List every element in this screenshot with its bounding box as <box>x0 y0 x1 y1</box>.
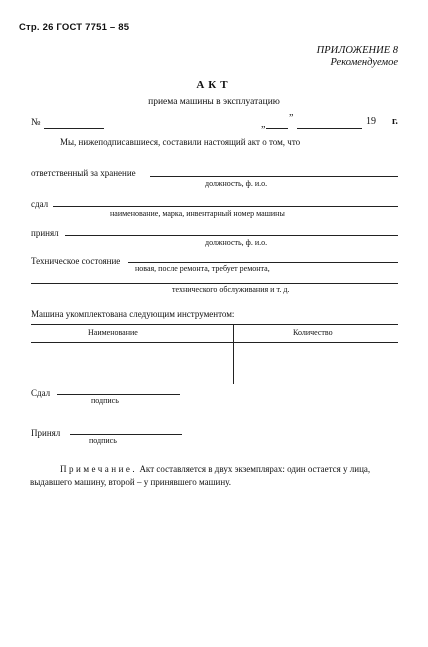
handed-signature-label: Сдал <box>31 388 51 398</box>
note-label: Примечание. <box>60 464 138 474</box>
handed-label: сдал <box>31 199 49 209</box>
column-header-quantity: Количество <box>293 328 333 337</box>
appendix-block <box>317 45 398 69</box>
table-header-border <box>31 342 398 343</box>
appendix-title: ПРИЛОЖЕНИЕ 8 <box>316 45 398 56</box>
document-title: АКТ <box>196 79 232 91</box>
condition-field[interactable] <box>128 262 398 263</box>
table-cell-name[interactable] <box>40 346 228 382</box>
page-reference: Стр. 26 ГОСТ 7751 – 85 <box>19 22 130 33</box>
handed-hint: наименование, марка, инвентарный номер машины <box>110 209 285 218</box>
quote-open: „ <box>261 119 266 130</box>
received-signature-label: Принял <box>31 428 61 438</box>
responsible-field[interactable] <box>150 176 398 177</box>
intro-text: Мы, нижеподписавшиеся, составили настоящий акт о том, что <box>60 137 301 147</box>
received-signature-field[interactable] <box>70 434 182 435</box>
appendix-status: Рекомендуемое <box>330 57 398 68</box>
note-paragraph <box>30 463 400 489</box>
column-header-name: Наименование <box>88 328 138 337</box>
condition-label: Техническое состояние <box>31 256 121 266</box>
day-field[interactable] <box>266 128 288 129</box>
instruments-heading: Машина укомплектована следующим инструментом: <box>31 309 235 319</box>
condition-hint-2: технического обслуживания и т. д. <box>172 285 290 294</box>
condition-field-2[interactable] <box>31 283 398 284</box>
year-suffix: г. <box>392 116 398 127</box>
handed-signature-hint: подпись <box>91 396 119 405</box>
number-sign: № <box>31 117 41 128</box>
note-text: Акт составляется в двух экземплярах: один остается у лица, выдавшего машину, второй – у принявшего машину. <box>30 464 371 487</box>
received-label: принял <box>31 228 59 238</box>
number-field[interactable] <box>44 128 104 129</box>
table-top-border <box>31 324 398 325</box>
table-cell-quantity[interactable] <box>238 346 393 382</box>
table-column-divider <box>233 324 234 384</box>
condition-hint-1: новая, после ремонта, требует ремонта, <box>135 264 270 273</box>
year-prefix: 19 <box>366 116 376 127</box>
received-hint: должность, ф. и.о. <box>205 238 268 247</box>
responsible-hint: должность, ф. и.о. <box>205 179 268 188</box>
quote-close: ” <box>289 113 294 124</box>
responsible-label: ответственный за хранение <box>31 168 136 178</box>
month-field[interactable] <box>297 128 362 129</box>
handed-field[interactable] <box>53 206 398 207</box>
document-subtitle: приема машины в эксплуатацию <box>148 97 280 107</box>
handed-signature-field[interactable] <box>57 394 180 395</box>
received-signature-hint: подпись <box>89 436 117 445</box>
received-field[interactable] <box>65 235 398 236</box>
